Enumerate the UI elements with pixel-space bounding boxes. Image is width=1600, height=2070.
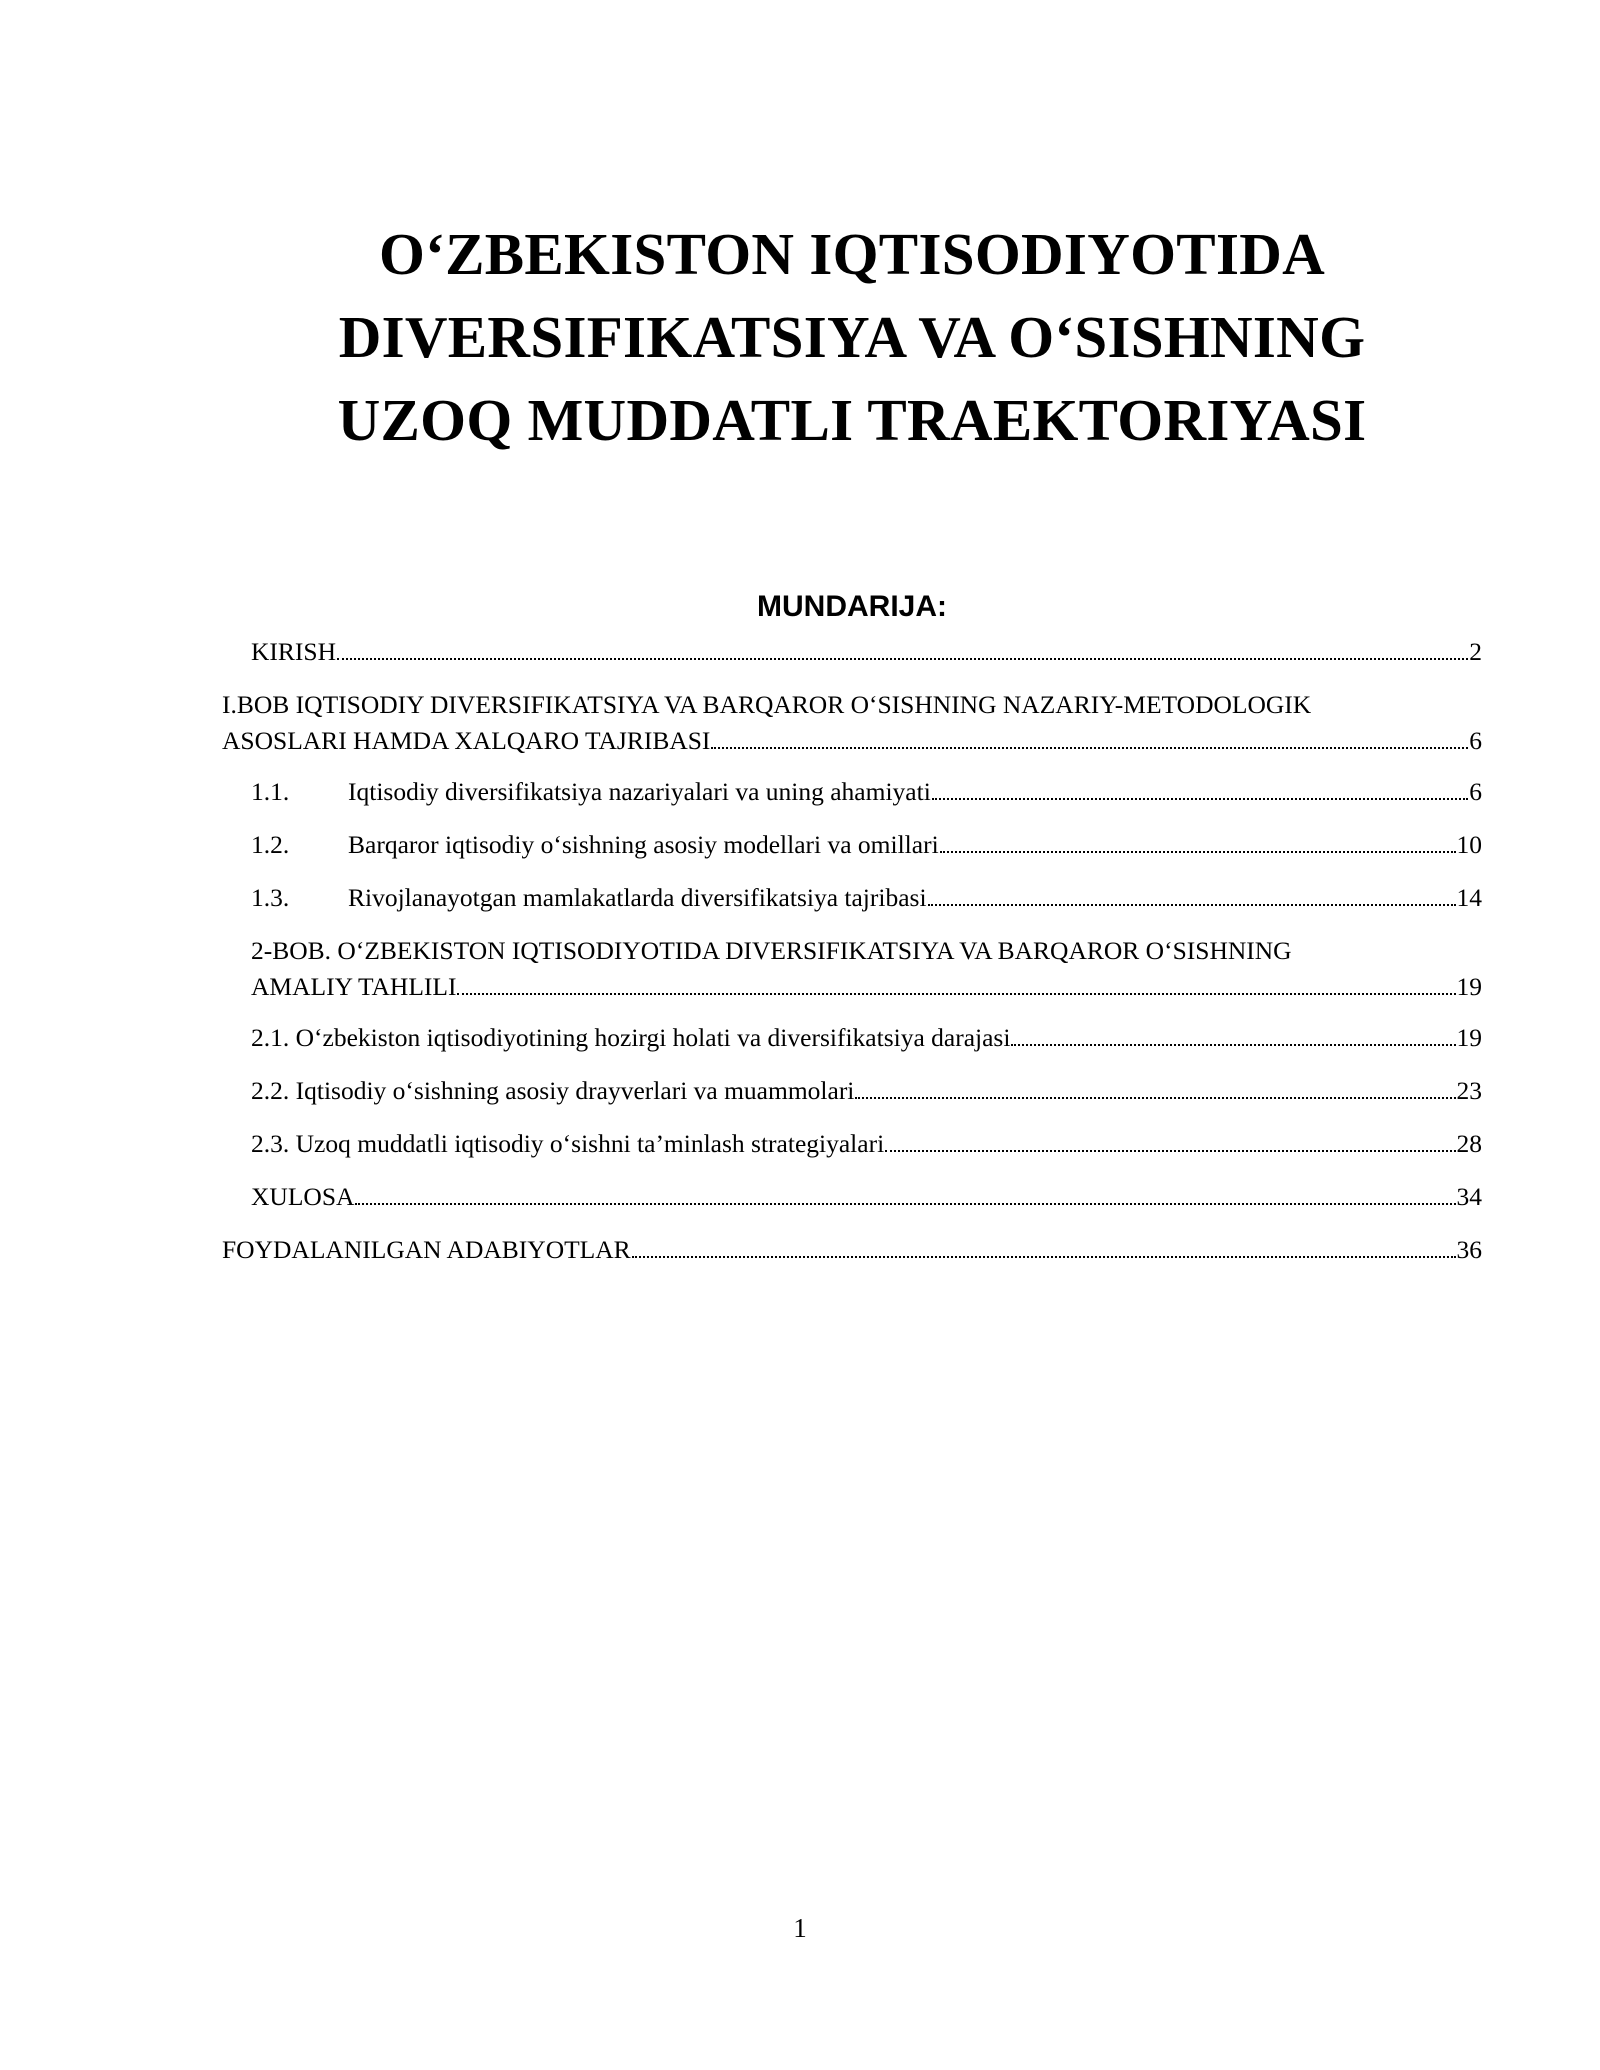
title-line: O‘ZBEKISTON IQTISODIYOTIDA xyxy=(378,221,1326,287)
toc-entry-page: 28 xyxy=(1456,1129,1482,1158)
toc-entry-label: FOYDALANILGAN ADABIYOTLAR xyxy=(222,1235,631,1264)
dot-leader xyxy=(337,658,1468,660)
toc-entry-1-2[interactable] xyxy=(222,827,1482,863)
toc-entry-2-3[interactable] xyxy=(222,1126,1482,1162)
dot-leader xyxy=(855,1097,1455,1099)
toc-entry-label: ASOSLARI HAMDA XALQARO TAJRIBASI xyxy=(222,726,711,755)
toc-entry-2-2[interactable] xyxy=(222,1073,1482,1109)
toc-entry-label: AMALIY TAHLILI xyxy=(251,972,457,1001)
table-of-contents xyxy=(222,634,1482,1285)
toc-entry-label: Barqaror iqtisodiy o‘sishning asosiy modellari va omillari xyxy=(348,830,939,859)
toc-entry-page: 10 xyxy=(1456,830,1482,859)
toc-entry-page: 6 xyxy=(1469,726,1482,755)
toc-entry-page: 34 xyxy=(1456,1182,1482,1211)
dot-leader xyxy=(355,1203,1455,1205)
dot-leader xyxy=(928,904,1456,906)
toc-entry-page: 19 xyxy=(1456,1023,1482,1052)
toc-entry-2-1[interactable] xyxy=(222,1020,1482,1056)
toc-entry-1-3[interactable] xyxy=(222,880,1482,916)
toc-entry-page: 14 xyxy=(1456,883,1482,912)
toc-entry-chapter-1[interactable] xyxy=(222,687,1482,759)
toc-entry-number: 1.1. xyxy=(251,777,290,806)
toc-entry-number: 1.3. xyxy=(251,883,290,912)
toc-entry-label-line-1: I.BOB IQTISODIY DIVERSIFIKATSIYA VA BARQAROR O‘SISHNING NAZARIY-METODOLOGIK xyxy=(222,690,1312,719)
toc-entry-chapter-2[interactable] xyxy=(222,933,1482,1005)
dot-leader xyxy=(632,1256,1456,1258)
title-line: DIVERSIFIKATSIYA VA O‘SISHNING xyxy=(338,304,1366,370)
title-line: UZOQ MUDDATLI TRAEKTORIYASI xyxy=(337,387,1367,453)
toc-heading: MUNDARIJA: xyxy=(757,590,947,623)
toc-entry-label: 2.2. Iqtisodiy o‘sishning asosiy drayverlari va muammolari xyxy=(251,1076,855,1105)
dot-leader xyxy=(885,1150,1455,1152)
dot-leader xyxy=(932,798,1468,800)
toc-entry-page: 36 xyxy=(1456,1235,1482,1264)
document-title xyxy=(222,213,1482,462)
toc-entry-label-line-1: 2-BOB. O‘ZBEKISTON IQTISODIYOTIDA DIVERSIFIKATSIYA VA BARQAROR O‘SISHNING xyxy=(251,936,1292,965)
dot-leader xyxy=(711,747,1468,749)
toc-entry-page: 23 xyxy=(1456,1076,1482,1105)
toc-entry-label: XULOSA xyxy=(251,1182,355,1211)
toc-entry-page: 19 xyxy=(1456,972,1482,1001)
page-number: 1 xyxy=(793,1913,807,1943)
toc-entry-label: Iqtisodiy diversifikatsiya nazariyalari va uning ahamiyati xyxy=(348,777,931,806)
toc-entry-label: KIRISH xyxy=(251,637,337,666)
toc-entry-label: 2.1. O‘zbekiston iqtisodiyotining hozirgi holati va diversifikatsiya darajasi xyxy=(251,1023,1011,1052)
toc-entry-adabiyotlar[interactable] xyxy=(222,1232,1482,1268)
dot-leader xyxy=(457,993,1455,995)
toc-entry-page: 2 xyxy=(1469,637,1482,666)
dot-leader xyxy=(1011,1044,1455,1046)
toc-entry-label: 2.3. Uzoq muddatli iqtisodiy o‘sishni ta’minlash strategiyalari xyxy=(251,1129,885,1158)
dot-leader xyxy=(940,851,1456,853)
toc-entry-label: Rivojlanayotgan mamlakatlarda diversifikatsiya tajribasi xyxy=(348,883,927,912)
toc-entry-1-1[interactable] xyxy=(222,774,1482,810)
toc-entry-kirish[interactable] xyxy=(222,634,1482,670)
toc-entry-number: 1.2. xyxy=(251,830,290,859)
toc-entry-page: 6 xyxy=(1469,777,1482,806)
toc-entry-xulosa[interactable] xyxy=(222,1179,1482,1215)
